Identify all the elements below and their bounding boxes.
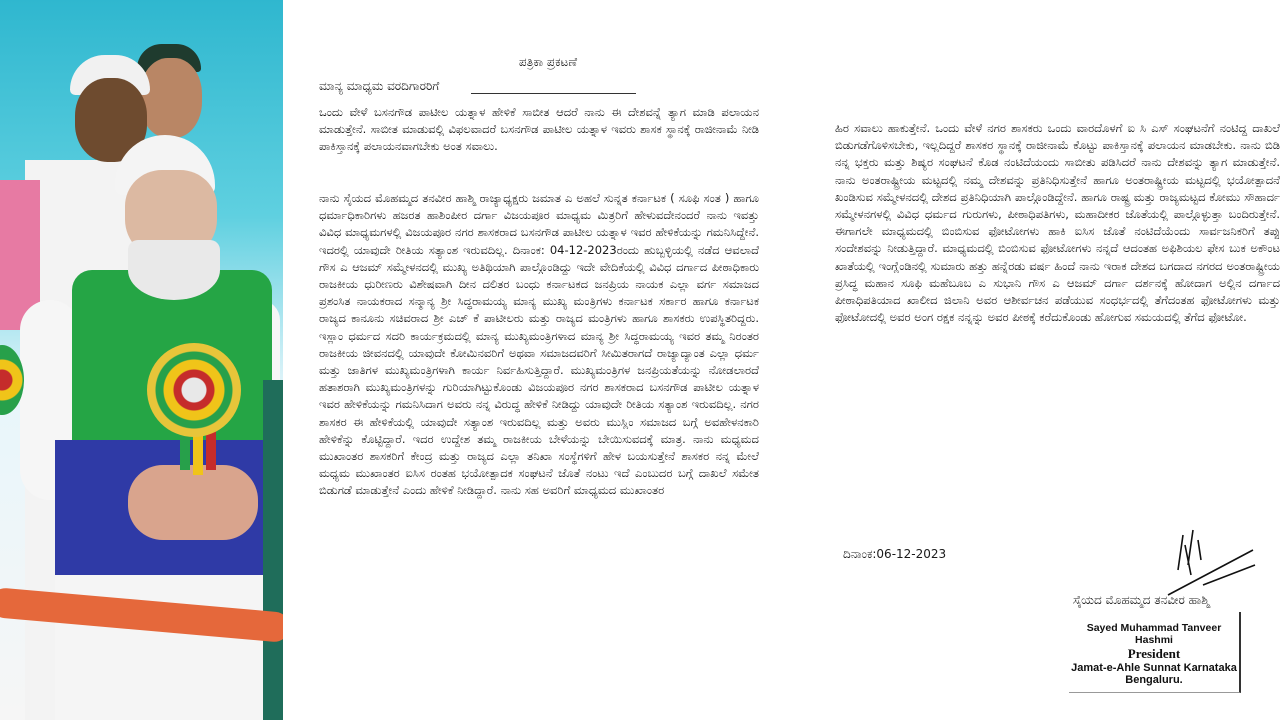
rosette-badge-icon [147, 343, 241, 437]
signature-scribble-icon [1163, 525, 1258, 600]
green-garment-right [263, 380, 283, 720]
official-stamp [1069, 612, 1241, 693]
salutation-underline [471, 93, 636, 94]
clasped-hands [128, 465, 258, 540]
paragraph-statement: ನಾನು ಸೈಯದ ಮೊಹಮ್ಮದ ತನವೀರ ಹಾಶ್ಮಿ ರಾಜ್ಯಾಧ್ಯಕ್ಷರು ಜಮಾತ ಎ ಅಹಲೆ ಸುನ್ನತ ಕರ್ನಾಟಕ ( ಸೂಫಿ ಸಂತ ) ಹಾಗೂ ಧರ್ಮಾಧಿಕಾರಿಗಳು ಹಜರತ ಹಾಶಿಂಪೀರ ದರ್ಗಾ ವಿಜಯಪೂರ ಮಾಧ್ಯಮ ಮಿತ್ರರಿಗೆ ಹೇಳುವದೇನಂದರೆ ನಾನು ಇವತ್ತು ವಿವಿಧ ಮಾಧ್ಯಮಗಳಲ್ಲಿ ವಿಜಯಪೂರ ನಗರ ಶಾಸಕರಾದ ಬಸನಗೌಡ ಪಾಟೀಲ ಯತ್ನಾಳ ಇವರ ಹೇಳಿಕೆಯನ್ನು ಗಮನಿಸಿದ್ದೇನೆ. ಇದರಲ್ಲಿ ಯಾವುದೇ ರೀತಿಯ ಸತ್ಯಾಂಶ ಇರುವದಿಲ್ಲ. ದಿನಾಂಕ: 04-12-2023ರಂದು ಹುಬ್ಬಳ್ಳಿಯಲ್ಲಿ ನಡೆದ ಆವಲಾದೆ ಗೌಸ ಎ ಆಜಮ್ ಸಮ್ಮೇಳನದಲ್ಲಿ ಮುಖ್ಯ ಅತಿಥಿಯಾಗಿ ಪಾಲ್ಗೊಂಡಿದ್ದು ಇದೇ ವೇದಿಕೆಯಲ್ಲಿ ವಿವಿಧ ದರ್ಗಾದ ಪೀಠಾಧಿಕಾರು ರಾಜಕೀಯ ಧುರೀಣರು ವಿಶೇಷವಾಗಿ ದೀನ ದಲಿತರ ಬಂಧು ಕರ್ನಾಟಕದ ಜನಪ್ರಿಯ ನಾಯಕ ಎಲ್ಲಾ ವರ್ಗ ಸಮಾಜದ ಪ್ರಶಂಸಿತ ನಾಯಕರಾದ ಸನ್ಮಾನ್ಯ ಶ್ರೀ ಸಿದ್ಧರಾಮಯ್ಯ ಮಾನ್ಯ ಮುಖ್ಯ ಮಂತ್ರಿಗಳು ಕರ್ನಾಟಕ ಸರ್ಕಾರ ಹಾಗೂ ಕರ್ನಾಟಕ ರಾಜ್ಯದ ಕಾನೂನು ಸಚಿವರಾದ ಶ್ರೀ ಎಚ್ ಕೆ ಪಾಟೀಲರು ಮತ್ತು ರಾಜ್ಯದ ಮಂತ್ರಿಗಳು ಹಾಗೂ ಶಾಸಕರು ಉಪಸ್ಥಿತರಿದ್ದರು. ಇಸ್ಲಾಂ ಧರ್ಮದ ಸದರಿ ಕಾರ್ಯಕ್ರಮದಲ್ಲಿ ಮಾನ್ಯ ಮುಖ್ಯಮಂತ್ರಿಗಳಾದ ಮಾನ್ಯ ಶ್ರೀ ಸಿದ್ಧರಾಮಯ್ಯ ಇವರ ತಮ್ಮ ನಿರಂತರ ರಾಜಕೀಯ ಜೀವನದಲ್ಲಿ ಯಾವುದೇ ಕೋಮಿನವರಿಗೆ ಅಥವಾ ಸಮಾಜದವರಿಗೆ ಸೀಮಿತರಾಗದೆ ರಾಜ್ಯಾದ್ಯಾಂತ ಎಲ್ಲಾ ಧರ್ಮ ಮತ್ತು ಜಾತಿಗಳ ಮುಖ್ಯಮಂತ್ರಿಗಳಾಗಿ ಕಾರ್ಯ ನಿರ್ವಹಿಸುತ್ತಿದ್ದಾರೆ. ಮುಖ್ಯಮಂತ್ರಿಗಳ ಜನಪ್ರಿಯತೆಯನ್ನು ನೋಡಲಾರದೆ ಹತಾಶರಾಗಿ ಮುಖ್ಯಮಂತ್ರಿಗಳನ್ನು ಗುರಿಯಾಗಿಟ್ಟುಕೊಂಡು ವಿಜಯಪೂರ ನಗರ ಶಾಸಕರಾದ ಬಸನಗೌಡ ಪಾಟೀಲ ಯತ್ನಾಳ ಇವರ ಹೇಳಿಕೆಯನ್ನು ಗಮನಿಸಿದಾಗ ಅವರು ನನ್ನ ವಿರುದ್ಧ ಹೇಳಿಕೆ ನೀಡಿದ್ದು ಯಾವುದೇ ರೀತಿಯ ಸತ್ಯಾಂಶ ಇರುವದಿಲ್ಲ. ನಗರ ಶಾಸಕರ ಈ ಹೇಳಿಕೆಯಲ್ಲಿ ಯಾವುದೇ ಸತ್ಯಾಂಶ ಇರುವದಿಲ್ಲ ಮತ್ತು ಅವರು ಮುಸ್ಲಿಂ ಸಮಾಜದ ಬಗ್ಗೆ ಅವಹೇಳನಕಾರಿ ಹೇಳಿಕೆನ್ನು ಕೊಟ್ಟಿದ್ದಾರೆ. ಇದರ ಉದ್ದೇಶ ತಮ್ಮ ರಾಜಕೀಯ ಬೇಳೆಯನ್ನು ಬೇಯಿಸುವದಕ್ಕೆ ಮಾತ್ರ. ನಾನು ಮಧ್ಯಮದ ಮುಖಾಂತರ ಶಾಸಕರಿಗೆ ಕೇಂದ್ರ ಮತ್ತು ರಾಜ್ಯದ ಎಲ್ಲಾ ತನಿಖಾ ಸಂಸ್ಥೆಗಳಿಗೆ ಹೇಳ ಬಯಸುತ್ತೇನೆ ಶಾಸಕರ ನನ್ನ ಮೇಲೆ ಮಧ್ಯಮ ಮುಖಾಂತರ ಐಸಿಸ ರಂತಹ ಭಯೋತ್ಪಾದಕ ಸಂಘಟನೆ ಜೊತೆ ನಂಟು ಇದೆ ಎಂಬುದರ ಬಗ್ಗೆ ದಾಖಲೆ ಸಮೇತ ಬಿಡುಗಡೆ ಮಾಡುತ್ತೇನೆ ಎಂದು ಹೇಳಿಕೆ ನೀಡಿದ್ದಾರೆ. ನಾನು ಸಹ ಅವರಿಗೆ ಮಾಧ್ಯಮದ ಮುಖಾಂತರ [319, 191, 759, 498]
white-beard [128, 240, 220, 300]
person-head-young [140, 58, 202, 138]
paragraph-continued: ಹಿರ ಸವಾಲು ಹಾಕುತ್ತೇನೆ. ಒಂದು ವೇಳೆ ನಗರ ಶಾಸಕರು ಒಂದು ವಾರದೊಳಗೆ ಐ ಸಿ ಎಸ್ ಸಂಘಟನೆಗೆ ನಂಟಿದ್ದ ದಾಖಲೆ ಬಿಡುಗಡೆಗೊಳಿಸಬೇಕು, ಇಲ್ಲದಿದ್ದರೆ ಶಾಸಕರ ಸ್ಥಾನಕ್ಕೆ ರಾಜೀನಾಮೆ ಕೊಟ್ಟು ಪಾಕಿಸ್ತಾನಕ್ಕೆ ಪಲಾಯನ ಮಾಡಬೇಕು. ನಾನು ಬಿಡಿ ನನ್ನ ಭಕ್ತರು ಮತ್ತು ಶಿಷ್ಯರ ಸಂಘಟನೆ ಕೊಡ ನಂಟಿದೆಯಂದು ಸಾಬೀತು ಪಡಿಸಿದರೆ ನಾನು ದೇಶವನ್ನು ತ್ಯಾಗ ಮಾಡುತ್ತೇನೆ. ನಾನು ಅಂತರಾಷ್ಟ್ರೀಯ ಮಟ್ಟದಲ್ಲಿ ನಮ್ಮ ದೇಶವನ್ನು ಪ್ರತಿನಿಧಿಸುತ್ತೇನೆ ಹಾಗೂ ಅಂತರಾಷ್ಟ್ರೀಯ ಮಟ್ಟದಲ್ಲಿ ಭಯೋತ್ಪಾದನೆ ಖಂಡಿಸುವ ಸಮ್ಮೇಳನದಲ್ಲಿ ದೇಶದ ಪ್ರತಿನಿಧಿಯಾಗಿ ಪಾಲ್ಗೊಂಡಿದ್ದೇನೆ. ಹಾಗೂ ರಾಷ್ಟ್ರ ಮತ್ತು ರಾಜ್ಯಮಟ್ಟದ ಕೋಮು ಸೌಹಾರ್ದ ಸಮ್ಮೇಳನಗಳಲ್ಲಿ ವಿವಿಧ ಧರ್ಮದ ಗುರುಗಳು, ಪೀಠಾಧಿಪತಿಗಳು, ಮಹಾದೀಕರ ಜೊತೆಯಲ್ಲಿ ಪಾಲ್ಗೊಳ್ಳುತ್ತಾ ಬಂದಿರುತ್ತೇನೆ. ಈಗಾಗಲೇ ಮಾಧ್ಯಮದಲ್ಲಿ ಬಿಂಬಿಸುವ ಫೋಟೋಗಳು ಹಾಕಿ ಐಸಿಸ ಜೊತೆ ನಂಟಿದೆಯೆಂದು ಸಾರ್ವಜನಿಕರಿಗೆ ತಪ್ಪು ಸಂದೇಶವನ್ನು ನೀಡುತ್ತಿದ್ದಾರೆ. ಮಾಧ್ಯಮದಲ್ಲಿ ಬಿಂಬಿಸುವ ಫೋಟೋಗಳು ನನ್ನದೆ ಆದಂತಹ ಅಫಿಶಿಯಲ ಫೇಸ ಬುಕ ಅಕೌಂಟ ಖಾತೆಯಲ್ಲಿ ಇಂಗ್ಲೆಂಡಿನಲ್ಲಿ ಸುಮಾರು ಹತ್ತು ಹನ್ನೆರಡು ವರ್ಷ ಹಿಂದೆ ನಾನು ಇರಾಕ ದೇಶದ ಬಗದಾದ ನಗರದ ಅಂತರಾಷ್ಟ್ರೀಯ ಪ್ರಸಿದ್ಧ ಮಹಾನ ಸೂಫಿ ಮಹೆಬೂಬ ಎ ಸುಭಾನಿ ಗೌಸ ಎ ಆಜಮ್ ದರ್ಗಾ ದರ್ಶನಕ್ಕೆ ಹೋದಾಗ ಅಲ್ಲಿನ ದರ್ಗಾದ ಪೀಠಾಧಿಪತಿಯಾದ ಖಾಲೀದ ಜಿಲಾನಿ ಅವರ ಆಶೀರ್ವಚನ ಪಡೆಯುವ ಸಂಧರ್ಭದಲ್ಲಿ ತೆಗೆದಂತಹ ಫೋಟೋಗಳು ಮತ್ತು ಫೋಟೋದಲ್ಲಿ ಅವರ ಅಂಗ ರಕ್ಷಕ ನನ್ನನ್ನು ಅವರ ಪೀಠಕ್ಕೆ ಕರೆದುಕೊಂಡು ಹೋಗುವ ಸಮಯದಲ್ಲಿ ತೆಗೆದ ಫೋಟೋ. [835, 121, 1280, 325]
press-release-page-2 [813, 0, 1280, 720]
salutation: ಮಾನ್ಯ ಮಾಧ್ಯಮ ವರದಿಗಾರರಿಗೆ [319, 79, 440, 93]
event-photo [0, 0, 283, 720]
paragraph-challenge: ಒಂದು ವೇಳೆ ಬಸನಗೌಡ ಪಾಟೀಲ ಯತ್ನಾಳ ಹೇಳಿಕೆ ಸಾಬೀತ ಆದರೆ ನಾನು ಈ ದೇಶವನ್ನೆ ತ್ಯಾಗ ಮಾಡಿ ಪಲಾಯನ ಮಾಡುತ್ತೇನೆ. ಸಾಬೀತ ಮಾಡುವಲ್ಲಿ ವಿಫಲವಾದರೆ ಬಸನಗೌಡ ಪಾಟೀಲ ಯತ್ನಾಳ ಇವರು ಶಾಸಕ ಸ್ಥಾನಕ್ಕೆ ರಾಜೀನಾಮೆ ನೀಡಿ ಪಾಕಿಸ್ತಾನಕ್ಕೆ ಪಲಾಯನವಾಗಬೇಕು ಅಂತ ಸವಾಲು. [319, 105, 759, 154]
stamp-organization: Jamat-e-Ahle Sunnat Karnataka [1071, 662, 1237, 674]
stamp-title: President [1127, 646, 1181, 661]
document-date: ದಿನಾಂಕ:06-12-2023 [843, 547, 947, 561]
stamp-name: Sayed Muhammad Tanveer Hashmi [1086, 622, 1222, 646]
signature-name-kannada: ಸೈಯದ ಮೊಹಮ್ಮದ ತನವೀರ ಹಾಶ್ಮಿ [1073, 593, 1210, 607]
document-title: ಪತ್ರಿಕಾ ಪ್ರಕಟಣೆ [518, 55, 578, 69]
stamp-city: Bengaluru. [1125, 674, 1183, 686]
ribbon-red [206, 430, 216, 470]
press-release-page-1 [283, 0, 813, 720]
